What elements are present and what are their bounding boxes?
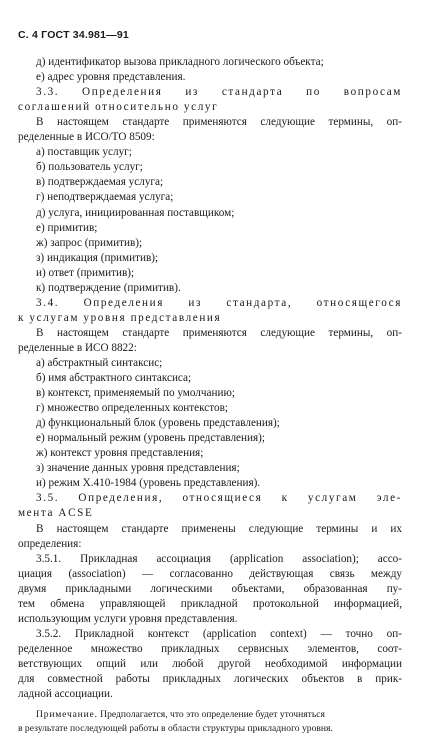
- text-line: ж) запрос (примитив);: [36, 236, 143, 249]
- note-block: [18, 708, 402, 736]
- text-line: а) поставщик услуг;: [36, 146, 132, 159]
- text-line: к услугам уровня представления: [18, 311, 222, 324]
- text-line: 3.5.1. Прикладная ассоциация (application association); ассо-: [36, 552, 402, 565]
- text-line: циация (association) — согласованно действующая связь между: [18, 567, 402, 580]
- text-line: к) подтверждение (примитив).: [36, 281, 181, 294]
- text-line: 3.3. Определения из стандарта по вопросам: [36, 86, 402, 99]
- text-line: 3.5. Определения, относящиеся к услугам эле-: [36, 492, 402, 505]
- text-line: е) примитив;: [36, 221, 98, 234]
- text-line: б) пользователь услуг;: [36, 161, 143, 174]
- text-line: б) имя абстрактного синтаксиса;: [36, 372, 192, 385]
- text-line: использующим услуги уровня представления.: [18, 612, 238, 625]
- text-line: 3.5.2. Прикладной контекст (application context) — точно оп-: [36, 627, 402, 640]
- text-line: В настоящем стандарте применены следующие термины и их: [36, 522, 402, 535]
- text-line: ределенное множество прикладных сервисных элементов, соот-: [18, 642, 402, 655]
- text-line: ределенные в ИСО 8822:: [18, 341, 137, 354]
- note-line-2: в результате последующей работы в области структуры прикладного уровня.: [18, 723, 333, 735]
- text-line: двумя прикладными логическими объектами, образованная пу-: [18, 582, 402, 595]
- text-line: В настоящем стандарте применяются следующие термины, оп-: [36, 326, 402, 339]
- text-line: е) нормальный режим (уровень представления);: [36, 432, 265, 445]
- text-line: и) ответ (примитив);: [36, 266, 135, 279]
- text-line: ветствующих опций или любой другой необходимой информации: [18, 657, 402, 670]
- text-line: д) функциональный блок (уровень представления);: [36, 417, 280, 430]
- text-line: а) абстрактный синтаксис;: [36, 356, 163, 369]
- text-line: и) режим X.410-1984 (уровень представления).: [36, 477, 261, 490]
- text-line: з) значение данных уровня представления;: [36, 462, 240, 475]
- document-body: [18, 55, 402, 702]
- page-header: С. 4 ГОСТ 34.981—91: [18, 29, 129, 41]
- document-page: [18, 28, 402, 736]
- text-line: 3.4. Определения из стандарта, относящегося: [36, 296, 402, 309]
- text-line: г) неподтверждаемая услуга;: [36, 191, 174, 204]
- text-line: д) услуга, инициированная поставщиком;: [36, 206, 235, 219]
- text-line: в) подтверждаемая услуга;: [36, 176, 164, 189]
- text-line: тем обмена управляющей прикладной протокольной информацией,: [18, 597, 402, 610]
- text-line: д) идентификатор вызова прикладного логического объекта;: [36, 56, 324, 69]
- note-line-1: [18, 708, 402, 722]
- text-line: ж) контекст уровня представления;: [36, 447, 204, 460]
- note-text-1: Предполагается, что это определение будет уточняться: [100, 709, 325, 721]
- text-line: г) множество определенных контекстов;: [36, 402, 228, 415]
- text-line: в) контекст, применяемый по умолчанию;: [36, 387, 235, 400]
- text-line: для совместной работы прикладных логических объектов в прик-: [18, 672, 402, 685]
- text-line: ладной ассоциации.: [18, 688, 113, 701]
- text-line: определения:: [18, 537, 82, 550]
- text-line: е) адрес уровня представления.: [36, 71, 186, 84]
- text-line: з) индикация (примитив);: [36, 251, 159, 264]
- text-line: ределенные в ИСО/ТО 8509:: [18, 131, 155, 144]
- text-line: мента ACSE: [18, 507, 94, 520]
- text-line: В настоящем стандарте применяются следующие термины, оп-: [36, 116, 402, 129]
- note-label: Примечание.: [36, 709, 98, 721]
- text-line: соглашений относительно услуг: [18, 101, 219, 114]
